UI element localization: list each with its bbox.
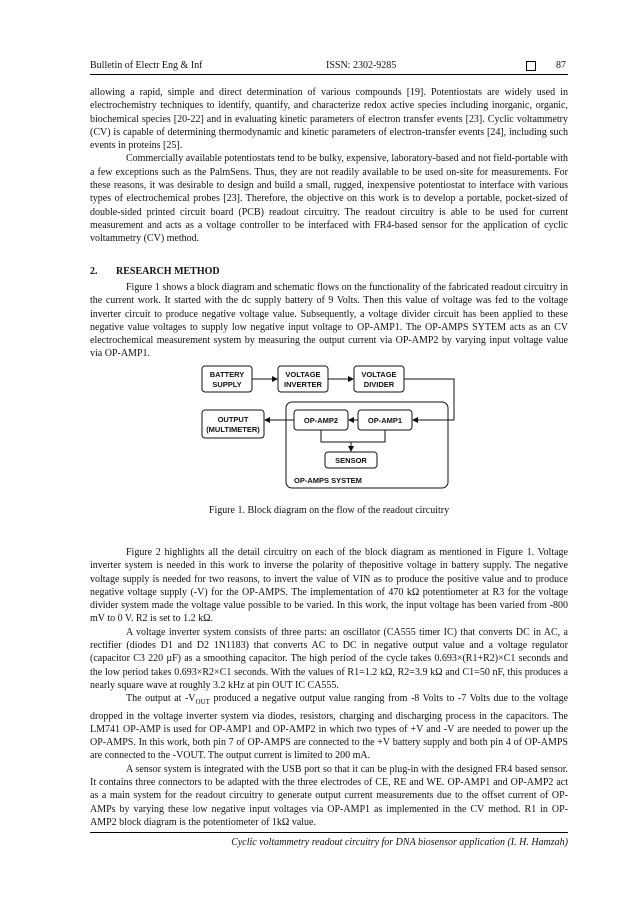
battery-label-2: SUPPLY	[212, 380, 242, 389]
para6-subscript: OUT	[195, 698, 210, 707]
sensor-label: SENSOR	[335, 456, 367, 465]
paragraph-4: Figure 2 highlights all the detail circuitry on each of the block diagram as mentioned in Figure 1. Voltage inverter system is needed in this work to inverse the polarity of thepositive voltage in battery supply. The negative voltage supply is needed for two reasons, to invert the value of VIN as to produce the positive value and to produce negative voltage supply (-V) for the OP-AMPS. The implementation of 470 kΩ potentiometer at R3 for the voltage divider system made the voltage value possible to be varied. In this work, the input voltage has been varied from -800 mV to 0 V. R2 is set to 1.2 kΩ.	[90, 547, 568, 625]
paragraph-2: Commercially available potentiostats tend to be bulky, expensive, laboratory-based and not field-portable with a few exceptions such as the PalmSens. Thus, they are not readily available to be used on-site for measurements. For these reasons, it was desirable to design and build a small, rugged, inexpensive potentiostat to interface with various types of electrochemical probes [23]. Therefore, the objective on this work is to develop a portable, pocket-sized of double-sided printed circuit board (PCB) readout circuitry. The readout circuitry is able to be used for current measurement and acts as a voltage controller to be interfaced with FR4-based sensor for the application of cyclic voltammetry (CV) method.	[90, 153, 569, 245]
link-opamp1-sensor	[351, 430, 385, 442]
inverter-label-2: INVERTER	[284, 380, 322, 389]
arrow-opamp2-sensor	[321, 430, 351, 451]
block-diagram	[190, 360, 470, 495]
paragraph-1: allowing a rapid, simple and direct determination of various compounds [19]. Potentiostats are widely used in electrochemistry techniques to identify, quantify, and characterize redox active species including inorganic, organic, biochemical species [20-22] and in evaluating kinetic parameters of electron transfer events [23]. Cyclic voltammetry (CV) is capable of determining thermodynamic and kinetic parameters of electron-transfer events [24], including such events in proteins [25].	[90, 87, 568, 152]
system-label: OP-AMPS SYSTEM	[294, 476, 362, 485]
section-heading	[90, 266, 220, 277]
method-text	[90, 281, 568, 361]
inverter-label-1: VOLTAGE	[285, 370, 321, 379]
output-label-1: OUTPUT	[217, 415, 249, 424]
page-number: 87	[556, 60, 566, 71]
journal-name: Bulletin of Electr Eng & Inf	[90, 60, 203, 71]
paragraph-3: Figure 1 shows a block diagram and schematic flows on the functionality of the fabricated readout circuitry in the current work. It started with the dc supply battery of 9 Volts. Then this value of voltage was fed to the voltage inverter circuit to produce negative voltage value. Subsequently, a voltage divider circuit has been applied to these negative value voltages to supply low negative input voltage to OP-AMP1. The OP-AMPS SYTEM acts as an CV electrochemical measurement system by measuring the output current via OP-AMP2 by varying input voltage value via OP-AMP1.	[90, 282, 568, 360]
paragraph-7: A sensor system is integrated with the USB port so that it can be plug-in with the designed FR4 based sensor. It contains three connectors to be adapted with the three electrodes of CE, RE and WE. OP-AMP1 and OP-AMP2 act as a main system for the readout circuitry to generate output current measurements due to the offset current of OP-AMPs by varying these low negative input voltages via OP-AMP1 as implemented in the CV method. R1 in OP-AMP2 block diagram is the potentiometer of 1kΩ value.	[90, 763, 568, 828]
output-label-2: (MULTIMETER)	[206, 425, 260, 434]
divider-label-2: DIVIDER	[363, 380, 395, 389]
para6-start: The output at -V	[126, 693, 196, 705]
page-header	[90, 58, 568, 75]
opamp1-label: OP-AMP1	[367, 416, 403, 425]
para6-rest: produced a negative output value ranging from -8 Volts to -7 Volts due to the voltage dropped in the voltage inverter system via diodes, resistors, charging and discharging process in the capacitors. The LM741 OP-AMP is used for OP-AMP1 and OP-AMP2 in which two types of +V and -V are needed to power up the OP-AMPS. In this work, both pin 7 of OP-AMPS are connected to the +V battery supply and both pin 4 of OP-AMPS are connected to the -VOUT. The output current is limited to 200 mA.	[90, 693, 569, 762]
figure-caption: Figure 1. Block diagram on the flow of the readout circuitry	[208, 505, 450, 516]
opamp2-label: OP-AMP2	[303, 416, 339, 425]
details-text	[90, 546, 568, 829]
checkbox-glyph	[526, 61, 536, 71]
battery-label-1: BATTERY	[209, 370, 245, 379]
intro-text	[90, 86, 568, 246]
section-number: 2.	[90, 266, 98, 277]
paragraph-5: A voltage inverter system consists of three parts: an oscillator (CA555 timer IC) that converts DC in AC, a rectifier (diodes D1 and D2 1N1183) that converts AC to DC in negative output value and a voltage regulator (capacitor C3 220 µF) as a smoothing capacitor. The high period of the cycle takes 0.693×(R1+R2)×C1 seconds and the low period takes 0.693×R2×C1 seconds. With the values of R1=1.2 kΩ, R2=3.9 kΩ and C1=50 nF, this produces a nearly square wave at roughly 3.2 kHz at pin OUT IC CA555.	[90, 626, 568, 691]
issn: ISSN: 2302-9285	[326, 60, 397, 71]
paragraph-6	[90, 692, 568, 762]
divider-label-1: VOLTAGE	[361, 370, 397, 379]
page-footer: Cyclic voltammetry readout circuitry for DNA biosensor application (I. H. Hamzah)	[90, 832, 568, 848]
section-title: RESEARCH METHOD	[116, 266, 220, 277]
